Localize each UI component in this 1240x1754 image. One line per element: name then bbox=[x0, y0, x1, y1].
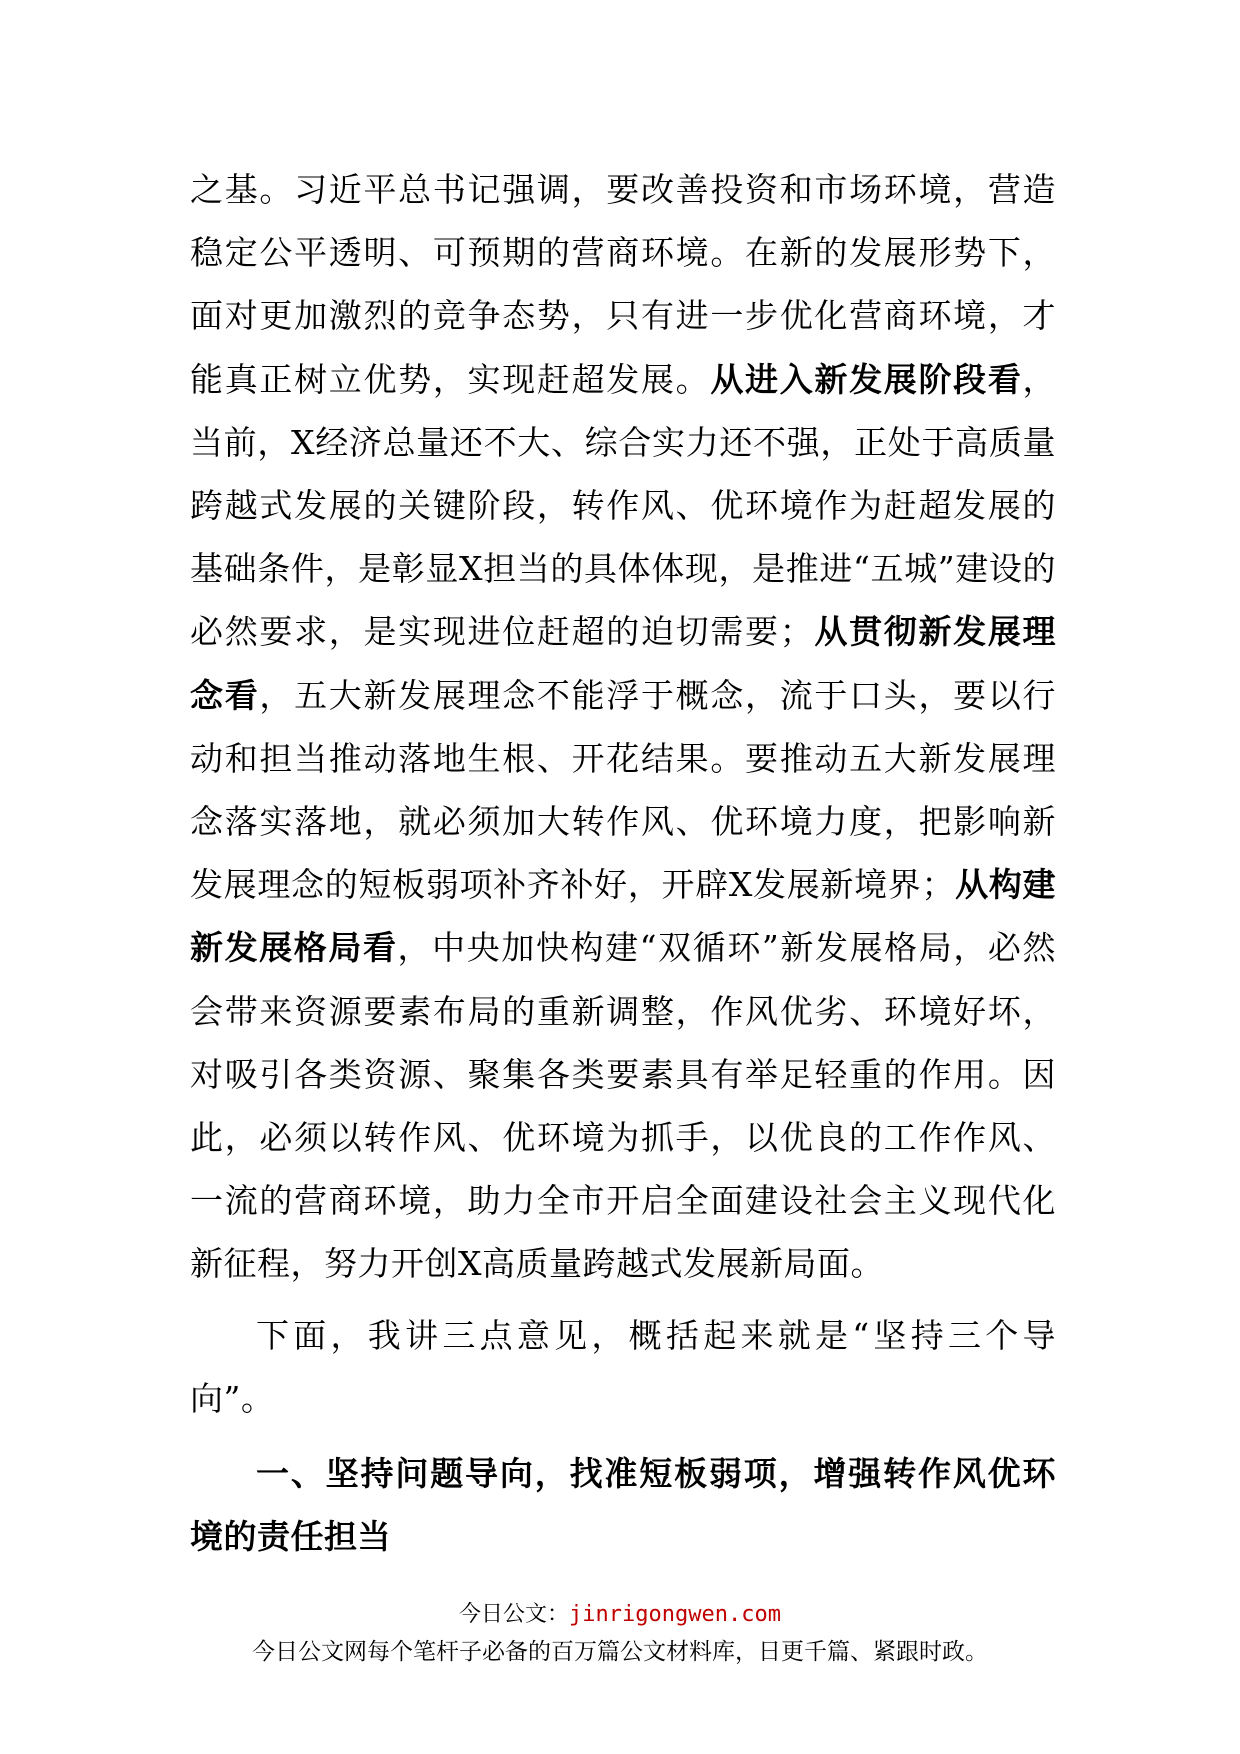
paragraph-text: ，五大新发展理念不能浮于概念，流于口头，要以行动和担当推动落地生根、开花结果。要推动五大新发展理念落实落地，就必须加大转作风、优环境力度，把影响新发展理念的短板弱项补齐补好，开辟X发展新境界； bbox=[190, 675, 1056, 905]
section-heading-one: 一、坚持问题导向，找准短板弱项，增强转作风优环境的责任担当 bbox=[190, 1454, 1056, 1557]
intro-paragraph: 下面，我讲三点意见，概括起来就是“坚持三个导向”。 bbox=[190, 1315, 1056, 1418]
paragraph-text: ，当前，X经济总量还不大、综合实力还不强，正处于高质量跨越式发展的关键阶段，转作风、优环境作为赶超发展的基础条件，是彰显X担当的具体体现，是推进“五城”建设的必然要求，是实现进位赶超的迫切需要； bbox=[190, 359, 1056, 652]
bold-phrase-new-pattern: 从构建新发展格局看 bbox=[190, 865, 1056, 968]
footer-tagline: 今日公文网每个笔杆子必备的百万篇公文材料库，日更千篇、紧跟时政。 bbox=[252, 1639, 988, 1665]
paragraph-text: 之基。习近平总书记强调，要改善投资和市场环境，营造稳定公平透明、可预期的营商环境。在新的发展形势下，面对更加激烈的竞争态势，只有进一步优化营商环境，才能真正树立优势，实现赶超发展。 bbox=[190, 170, 1056, 399]
footer-source-line bbox=[0, 1600, 1240, 1630]
bold-phrase-new-concept: 从贯彻新发展理念看 bbox=[190, 612, 1056, 715]
footer-site-label: 今日公文： bbox=[459, 1602, 570, 1627]
document-body bbox=[190, 158, 1056, 1568]
footer-site-link[interactable]: jinrigongwen.com bbox=[569, 1602, 781, 1627]
body-paragraph bbox=[190, 158, 1056, 1296]
bold-phrase-new-stage: 从进入新发展阶段看 bbox=[710, 359, 1023, 399]
paragraph-text: ，中央加快构建“双循环”新发展格局，必然会带来资源要素布局的重新调整，作风优劣、环境好坏，对吸引各类资源、聚集各类要素具有举足轻重的作用。因此，必须以转作风、优环境为抓手，以优良的工作作风、一流的营商环境，助力全市开启全面建设社会主义现代化新征程，努力开创X高质量跨越式发展新局面。 bbox=[190, 928, 1056, 1284]
